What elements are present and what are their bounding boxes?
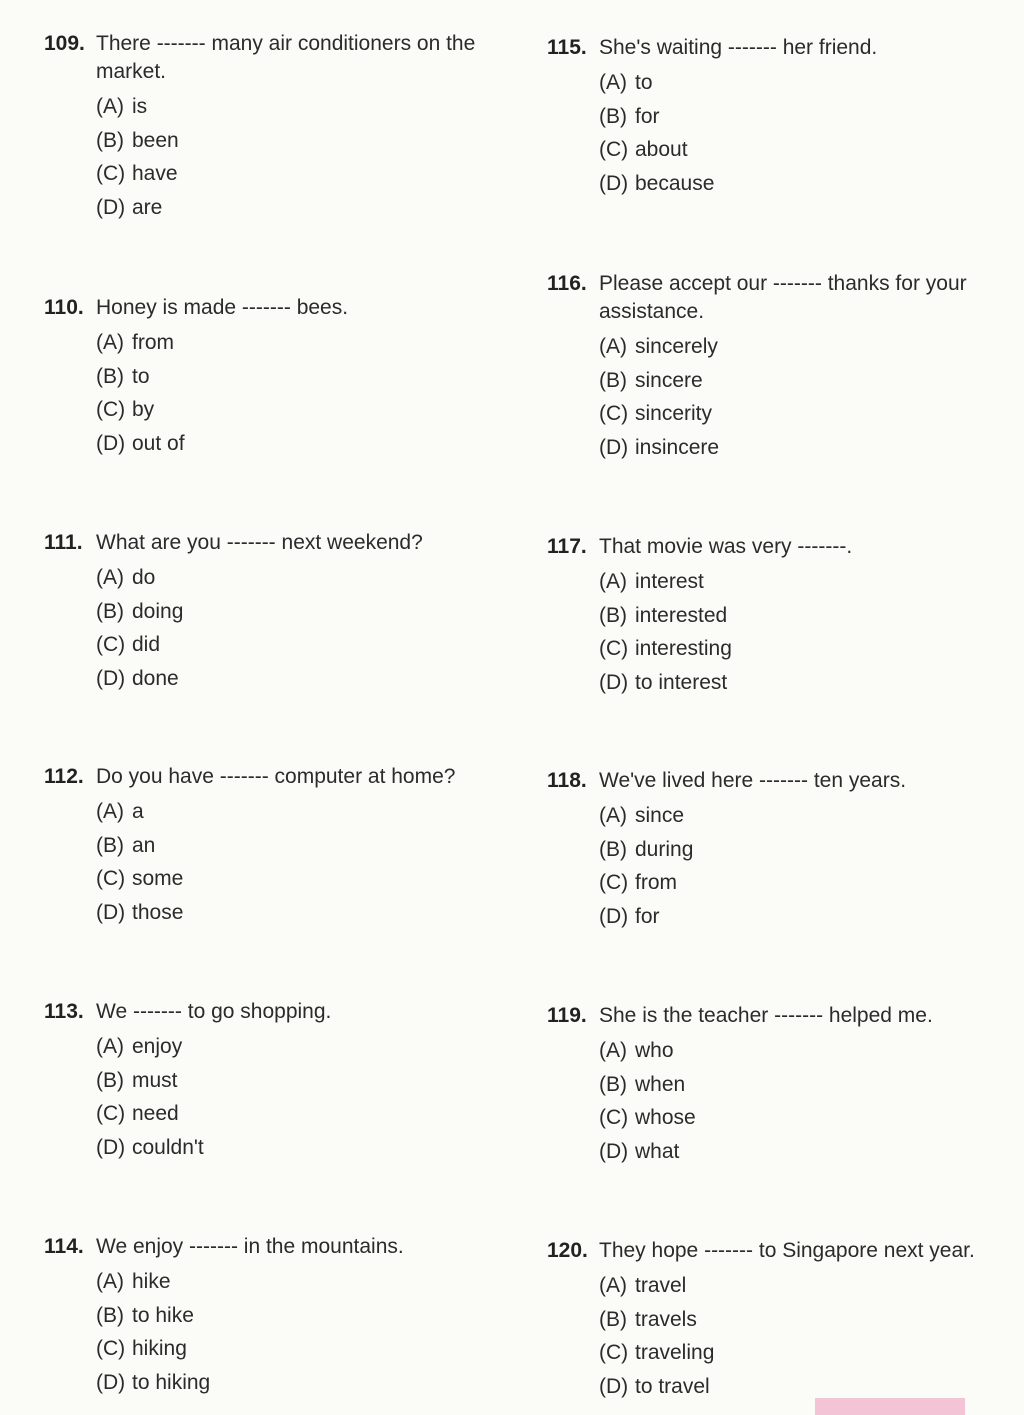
option-d: (D) out of [96,431,185,455]
question-112 [44,763,484,929]
option-c: (C) about [599,138,688,162]
option-c: (C) did [96,633,161,657]
option-d: (D) to hiking [96,1370,211,1394]
question-114 [44,1233,484,1399]
option-a: (A) from [96,331,174,354]
question-text: There ------- many air conditioners on the market. [96,32,476,83]
option-c: (C) from [599,871,677,895]
option-list [96,1030,484,1164]
option-list [599,565,987,699]
option-a: (A) is [96,95,148,118]
option-a: (A) sincerely [599,335,718,358]
option-d: (D) because [599,171,715,195]
question-115 [547,34,987,200]
option-b: (B) to [96,364,150,388]
option-b: (B) must [96,1068,178,1092]
option-list [599,330,987,464]
option-c: (C) traveling [599,1341,715,1365]
option-d: (D) insincere [599,435,720,459]
option-d: (D) are [96,195,163,219]
question-text: She's waiting ------- her friend. [599,36,878,59]
question-number: 118. [547,769,587,792]
option-a: (A) travel [599,1274,687,1297]
option-c: (C) need [96,1102,179,1126]
question-109 [44,30,484,224]
option-d: (D) what [599,1139,680,1163]
option-c: (C) sincerity [599,402,713,426]
option-d: (D) couldn't [96,1135,204,1159]
option-d: (D) for [599,904,660,928]
question-number: 111. [44,531,83,554]
question-text: We enjoy ------- in the mountains. [96,1235,404,1258]
question-118 [547,767,987,933]
option-list [96,1265,484,1399]
question-113 [44,998,484,1164]
option-list [599,1269,987,1403]
option-a: (A) do [96,566,156,589]
option-list [96,795,484,929]
question-number: 109. [44,32,85,55]
option-b: (B) doing [96,599,184,623]
option-c: (C) whose [599,1106,696,1130]
option-b: (B) travels [599,1307,697,1331]
question-number: 119. [547,1004,587,1027]
option-d: (D) to travel [599,1374,710,1398]
option-d: (D) done [96,666,179,690]
option-b: (B) to hike [96,1303,194,1327]
question-number: 115. [547,36,587,59]
question-text: We've lived here ------- ten years. [599,769,907,792]
option-d: (D) those [96,900,184,924]
option-a: (A) a [96,800,144,823]
option-a: (A) interest [599,570,704,593]
option-list [96,90,484,224]
option-b: (B) been [96,128,179,152]
question-text: We ------- to go shopping. [96,1000,332,1023]
option-b: (B) for [599,104,660,128]
option-b: (B) when [599,1072,686,1096]
option-c: (C) hiking [96,1337,187,1361]
question-119 [547,1002,987,1168]
option-b: (B) an [96,833,156,857]
question-117 [547,533,987,699]
question-text: She is the teacher ------- helped me. [599,1004,933,1027]
option-a: (A) to [599,71,653,94]
option-a: (A) enjoy [96,1035,183,1058]
option-list [96,326,484,460]
question-text: What are you ------- next weekend? [96,531,423,554]
option-c: (C) some [96,867,184,891]
option-a: (A) who [599,1039,674,1062]
footer-tab-decoration [815,1398,965,1415]
option-c: (C) interesting [599,637,732,661]
question-116 [547,270,987,464]
question-number: 113. [44,1000,84,1023]
question-text: That movie was very -------. [599,535,853,558]
option-d: (D) to interest [599,670,728,694]
option-c: (C) by [96,398,155,422]
option-list [96,561,484,695]
question-text: Honey is made ------- bees. [96,296,349,319]
question-number: 117. [547,535,587,558]
question-111 [44,529,484,695]
option-a: (A) hike [96,1270,171,1293]
question-text: Please accept our ------- thanks for your assistance. [599,272,967,323]
option-a: (A) since [599,804,685,827]
option-list [599,66,987,200]
question-number: 110. [44,296,84,319]
question-120 [547,1237,987,1403]
option-list [599,799,987,933]
option-b: (B) sincere [599,368,703,392]
question-110 [44,294,484,460]
option-b: (B) during [599,837,694,861]
option-b: (B) interested [599,603,728,627]
question-number: 112. [44,765,84,788]
option-c: (C) have [96,162,178,186]
question-number: 120. [547,1239,588,1262]
question-number: 116. [547,272,587,295]
question-number: 114. [44,1235,84,1258]
question-text: Do you have ------- computer at home? [96,765,456,788]
question-text: They hope ------- to Singapore next year. [599,1239,975,1262]
option-list [599,1034,987,1168]
